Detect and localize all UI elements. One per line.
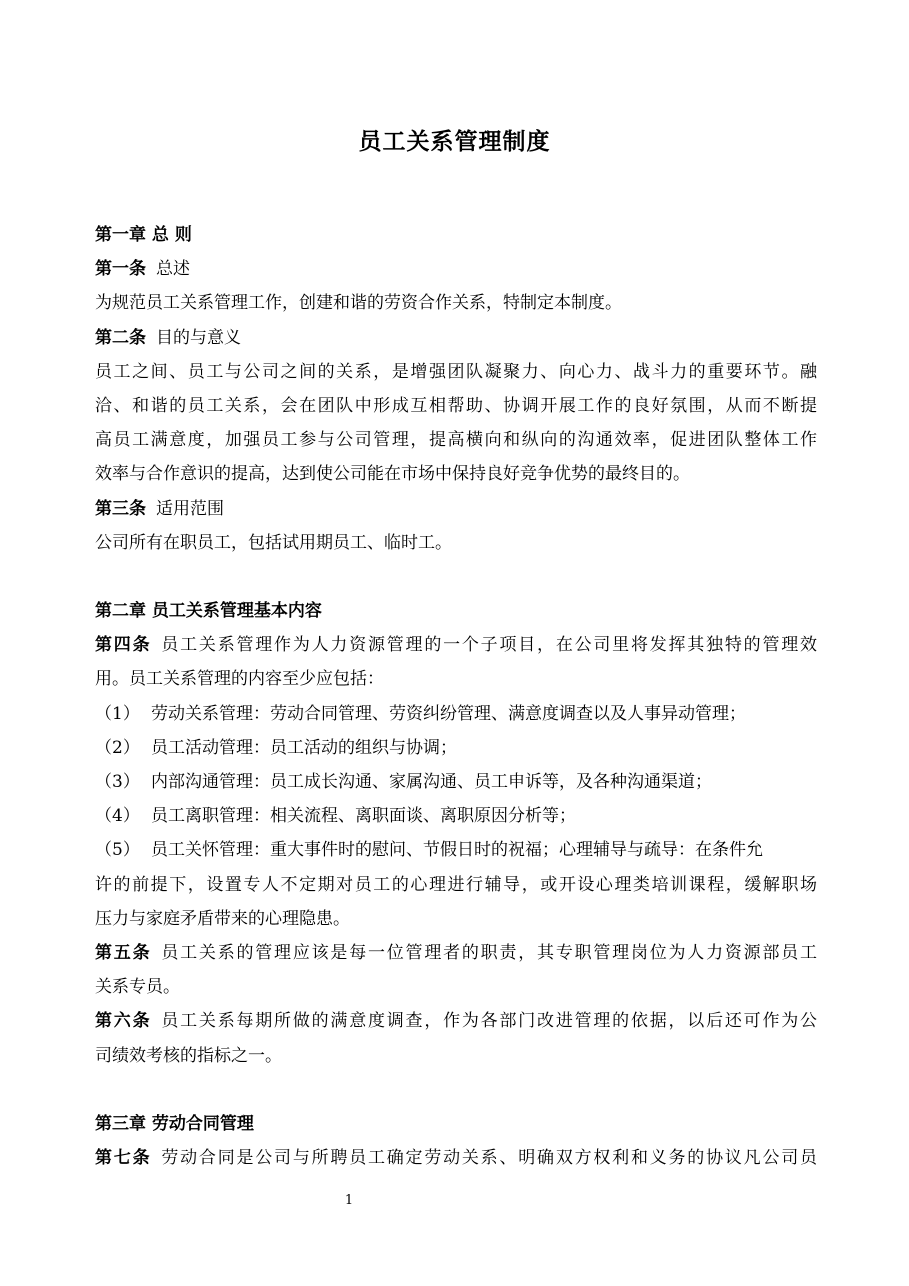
- article-5-line-1: [95, 936, 817, 970]
- document-title: 员工关系管理制度: [358, 129, 551, 155]
- article-6-text-1: 员工关系每期所做的满意度调查，作为各部门改进管理的依据，以后还可作为公: [161, 1011, 818, 1032]
- list-item-number: （2）: [95, 737, 140, 758]
- list-item-number: （1）: [95, 703, 140, 724]
- article-2-line-4: 效率与合作意识的提高，达到使公司能在市场中保持良好竞争优势的最终目的。: [95, 464, 690, 485]
- article-2-label: 第二条: [95, 327, 146, 348]
- list-item: [95, 799, 817, 833]
- list-item-text: 劳动关系管理：劳动合同管理、劳资纠纷管理、满意度调查以及人事异动管理；: [151, 703, 746, 724]
- article-3-title: 适用范围: [156, 498, 224, 519]
- chapter-gap: [95, 560, 817, 594]
- article-2-title: 目的与意义: [156, 327, 241, 348]
- chapter-gap: [95, 1073, 817, 1107]
- article-1-title: 总述: [156, 259, 190, 280]
- article-4-line-2: 用。员工关系管理的内容至少应包括：: [95, 669, 384, 690]
- article-7-text-1: 劳动合同是公司与所聘员工确定劳动关系、明确双方权利和义务的协议凡公司员: [161, 1148, 818, 1169]
- article-3-label: 第三条: [95, 498, 146, 519]
- list-item-text: 内部沟通管理：员工成长沟通、家属沟通、员工申诉等，及各种沟通渠道；: [151, 772, 712, 792]
- article-5-label: 第五条: [95, 942, 152, 963]
- article-4-text-1: 员工关系管理作为人力资源管理的一个子项目，在公司里将发挥其独特的管理效: [161, 635, 818, 656]
- article-7-label: 第七条: [95, 1148, 152, 1169]
- document-body: [95, 218, 817, 1175]
- list-item: [95, 731, 817, 765]
- article-6-line-1: [95, 1004, 817, 1038]
- list-item: [95, 765, 817, 799]
- article-2-line-2: 洽、和谐的员工关系，会在团队中形成互相帮助、协调开展工作的良好氛围，从而不断提: [95, 395, 817, 416]
- article-1: [95, 252, 817, 286]
- list-item: [95, 697, 817, 731]
- article-4-line-1: [95, 628, 817, 662]
- article-5-line-2: 关系专员。: [95, 977, 180, 998]
- article-6-label: 第六条: [95, 1011, 152, 1032]
- article-3: [95, 492, 817, 526]
- article-5-text-1: 员工关系的管理应该是每一位管理者的职责，其专职管理岗位为人力资源部员工: [161, 942, 818, 963]
- article-6-line-2: 司绩效考核的指标之一。: [95, 1045, 282, 1066]
- list-item: [95, 833, 817, 867]
- article-2: [95, 321, 817, 355]
- list-item-number: （5）: [95, 840, 140, 861]
- list-item-5-cont-1: 许的前提下，设置专人不定期对员工的心理进行辅导，或开设心理类培训课程，缓解职场: [95, 874, 817, 895]
- article-1-text: 为规范员工关系管理工作，创建和谐的劳资合作关系，特制定本制度。: [95, 293, 622, 314]
- page-number: 1: [344, 1193, 354, 1208]
- list-item-text: 员工关怀管理：重大事件时的慰问、节假日时的祝福；心理辅导与疏导：在条件允: [151, 840, 763, 861]
- list-item-text: 员工离职管理：相关流程、离职面谈、离职原因分析等；: [151, 806, 576, 827]
- list-item-number: （4）: [95, 806, 140, 827]
- article-4-label: 第四条: [95, 635, 152, 656]
- article-1-label: 第一条: [95, 259, 146, 280]
- article-3-text: 公司所有在职员工，包括试用期员工、临时工。: [95, 532, 452, 553]
- article-2-line-1: 员工之间、员工与公司之间的关系，是增强团队凝聚力、向心力、战斗力的重要环节。融: [95, 361, 817, 382]
- article-7-line-1: [95, 1141, 817, 1175]
- chapter-3-heading: 第三章 劳动合同管理: [95, 1113, 254, 1134]
- list-item-number: （3）: [95, 772, 140, 792]
- article-2-line-3: 高员工满意度，加强员工参与公司管理，提高横向和纵向的沟通效率，促进团队整体工作: [95, 430, 817, 451]
- list-item-text: 员工活动管理：员工活动的组织与协调；: [151, 737, 457, 758]
- list-item-5-cont-2: 压力与家庭矛盾带来的心理隐患。: [95, 908, 350, 929]
- chapter-2-heading: 第二章 员工关系管理基本内容: [95, 601, 322, 622]
- chapter-1-heading: 第一章 总 则: [95, 225, 192, 245]
